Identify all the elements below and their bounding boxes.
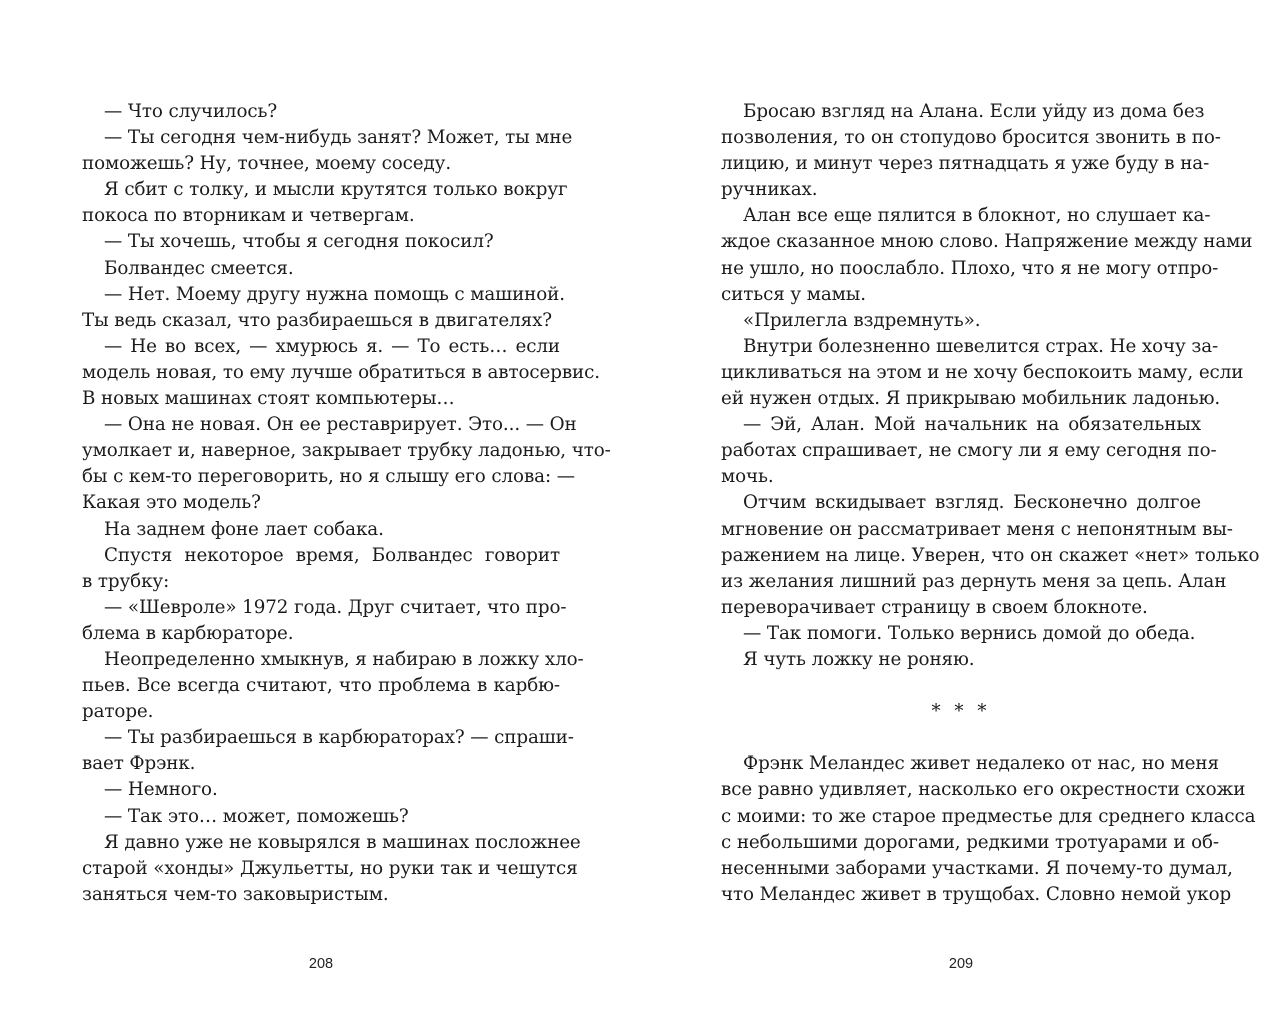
text-line: умолкает и, наверное, закрывает трубку ладонью, чтo- [82, 440, 611, 462]
text-line: Какая это модель? [82, 492, 261, 514]
text-line: лицию, и минут через пятнадцать я уже буду в на- [721, 153, 1210, 175]
text-line: работах спрашивает, не смогу ли я ему сегодня по- [721, 440, 1217, 462]
text-line: в трубку: [82, 570, 170, 592]
text-line: Неопределенно хмыкнув, я набираю в ложку хло- [104, 648, 584, 670]
text-line: раторе. [82, 701, 154, 723]
text-line: несенными заборами участками. Я почему-то думал, [721, 857, 1233, 879]
text-line: Я чуть ложку не роняю. [743, 648, 975, 670]
text-line: все равно удивляет, насколько его окрестности схожи [721, 779, 1246, 801]
text-line: — Так помоги. Только вернись домой до обеда. [743, 622, 1196, 644]
text-line: покоса по вторникам и четвергам. [82, 205, 415, 227]
text-line: цикливаться на этом и не хочу беспокоить маму, если [721, 361, 1244, 383]
text-line: Болвандес смеется. [104, 257, 294, 279]
text-line: из желания лишний раз дернуть меня за цепь. Алан [721, 570, 1227, 592]
text-line: — Она не новая. Он ее реставрирует. Это... — Он [104, 414, 577, 436]
text-line: На заднем фоне лает собака. [104, 518, 384, 540]
text-line: Бросаю взгляд на Алана. Если уйду из дома без [743, 101, 1205, 122]
text-line: В новых машинах стоят компьютеры… [82, 388, 455, 410]
text-line: старой «хонды» Джульетты, но руки так и чешутся [82, 857, 578, 879]
text-line: блема в карбюраторе. [82, 622, 294, 644]
text-line: Алан все еще пялится в блокнот, но слушает ка- [743, 205, 1211, 227]
text-line: Я сбит с толку, и мысли крутятся только вокруг [104, 179, 568, 201]
text-line: с моими: то же старое предместье для среднего класса [721, 805, 1256, 827]
text-line: бы с кем-то переговорить, но я слышу его слова: — [82, 466, 575, 488]
text-line: «Прилегла вздремнуть». [743, 309, 981, 331]
right-page-number: 209 [948, 956, 974, 972]
text-line: — «Шевроле» 1972 года. Друг считает, что про- [104, 596, 567, 618]
text-line: ей нужен отдых. Я прикрываю мобильник ладонью. [721, 388, 1221, 410]
text-line: модель новая, то ему лучше обратиться в автосервис. [82, 361, 600, 383]
text-line: ручниках. [721, 179, 818, 201]
text-line: переворачивает страницу в своем блокноте. [721, 596, 1148, 618]
text-line: заняться чем-то заковыристым. [82, 883, 389, 905]
text-line: Я давно уже не ковырялся в машинах посложнее [104, 831, 581, 853]
text-line: мгновение он рассматривает меня с непонятным вы- [721, 518, 1233, 540]
text-line: поможешь? Ну, точнее, моему соседу. [82, 153, 452, 175]
right-page [721, 0, 1260, 1024]
text-line: — Не во всех, — хмурюсь я. — То есть… если [104, 335, 560, 357]
section-break-separator: * * * [931, 701, 991, 723]
text-line: Отчим вскидывает взгляд. Бесконечно долгое [743, 492, 1201, 514]
text-line: Спустя некоторое время, Болвандес говорит [104, 544, 560, 566]
text-line: пьев. Все всегда считают, что проблема в карбю- [82, 675, 560, 697]
section-gap-bottom [721, 725, 1201, 751]
text-line: ситься у мамы. [721, 283, 866, 305]
right-page-text-before-break [721, 99, 1260, 673]
text-line: Внутри болезненно шевелится страх. Не хочу за- [743, 335, 1219, 357]
text-line: Ты ведь сказал, что разбираешься в двигателях? [82, 309, 552, 331]
text-line: мочь. [721, 466, 774, 488]
text-line: ражением на лице. Уверен, что он скажет «нет» только [721, 544, 1260, 566]
right-page-text-after-break [721, 751, 1256, 908]
text-line: — Ты разбираешься в карбюраторах? — спраши- [104, 727, 574, 749]
left-page-text [82, 99, 611, 908]
left-page [82, 0, 611, 1024]
text-line: — Ты хочешь, чтобы я сегодня покосил? [104, 231, 494, 253]
text-line: Фрэнк Меландес живет недалеко от нас, но меня [743, 753, 1219, 775]
text-line: — Эй, Алан. Мой начальник на обязательных [743, 414, 1201, 436]
text-line: — Так это… может, поможешь? [104, 805, 409, 827]
text-line: с небольшими дорогами, редкими тротуарами и об- [721, 831, 1219, 853]
text-line: — Немного. [104, 779, 218, 801]
text-line: — Ты сегодня чем-нибудь занят? Может, ты мне [104, 127, 573, 149]
text-line: позволения, то он стопудово бросится звонить в по- [721, 127, 1221, 149]
text-line: не ушло, но поослабло. Плохо, что я не могу отпро- [721, 257, 1219, 279]
section-gap-top [721, 673, 1201, 699]
right-page-text [721, 99, 1260, 908]
text-line: вает Фрэнк. [82, 753, 196, 775]
left-page-number: 208 [308, 956, 334, 972]
text-line: — Что случилось? [104, 101, 278, 122]
text-line: ждое сказанное мною слово. Напряжение между нами [721, 231, 1253, 253]
text-line: что Меландес живет в трущобах. Словно немой укор [721, 883, 1232, 905]
text-line: — Нет. Моему другу нужна помощь с машиной. [104, 283, 565, 305]
